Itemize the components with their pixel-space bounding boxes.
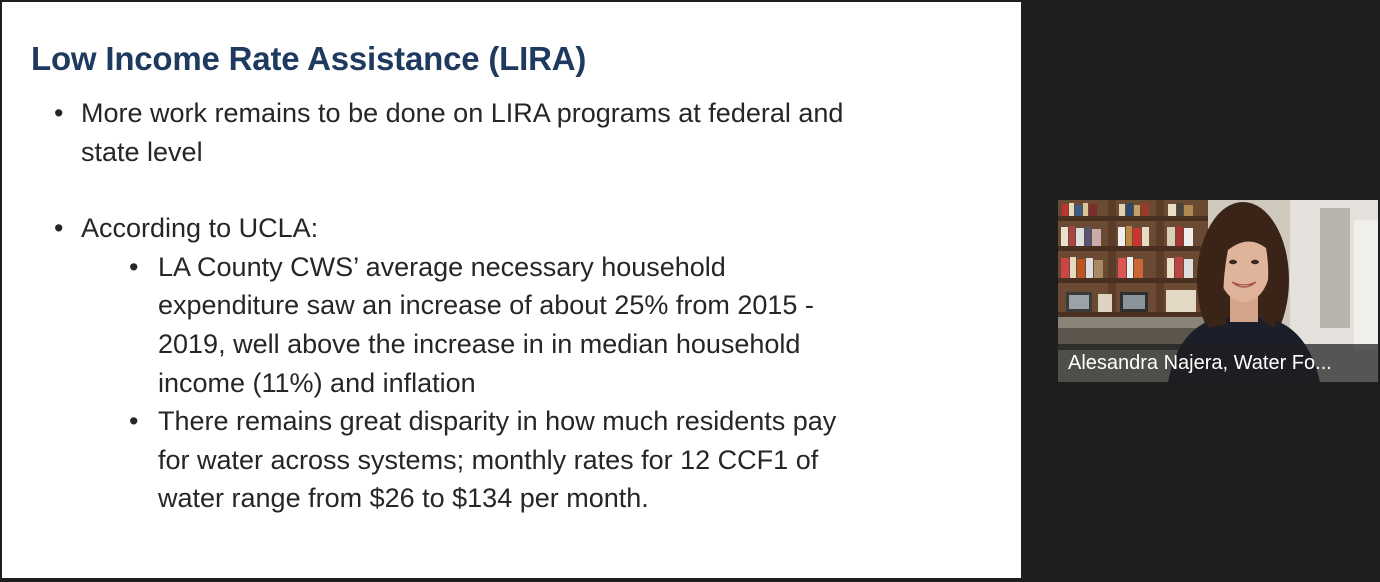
bullet-text: According to UCLA: [81, 213, 319, 244]
bullet-item [2, 94, 871, 171]
bullet-marker: • [129, 406, 139, 437]
sub-bullet-text: LA County CWS’ average necessary household expenditure saw an increase of about 25% from 2015 - 2019, well above the increase in in median household income (11%) and inflation [158, 251, 814, 398]
bullet-marker: • [54, 213, 64, 244]
sub-bullet-list [81, 248, 871, 518]
bullet-marker: • [54, 98, 64, 128]
sub-bullet-item [81, 248, 871, 402]
slide-bullet-list [2, 94, 871, 518]
sub-bullet-item [81, 402, 871, 518]
bullet-text: More work remains to be done on LIRA programs at federal and state level [81, 98, 844, 167]
bullet-marker: • [129, 251, 139, 282]
bullet-item [2, 209, 871, 518]
slide-title: Low Income Rate Assistance (LIRA) [31, 40, 587, 77]
sub-bullet-text: There remains great disparity in how much residents pay for water across systems; monthly rates for 12 CCF1 of water range from $26 to $134 per month. [158, 406, 837, 514]
shared-slide [2, 2, 1021, 578]
participant-name-label: Alesandra Najera, Water Fo... [1058, 344, 1378, 382]
participant-video-tile[interactable] [1058, 200, 1378, 382]
